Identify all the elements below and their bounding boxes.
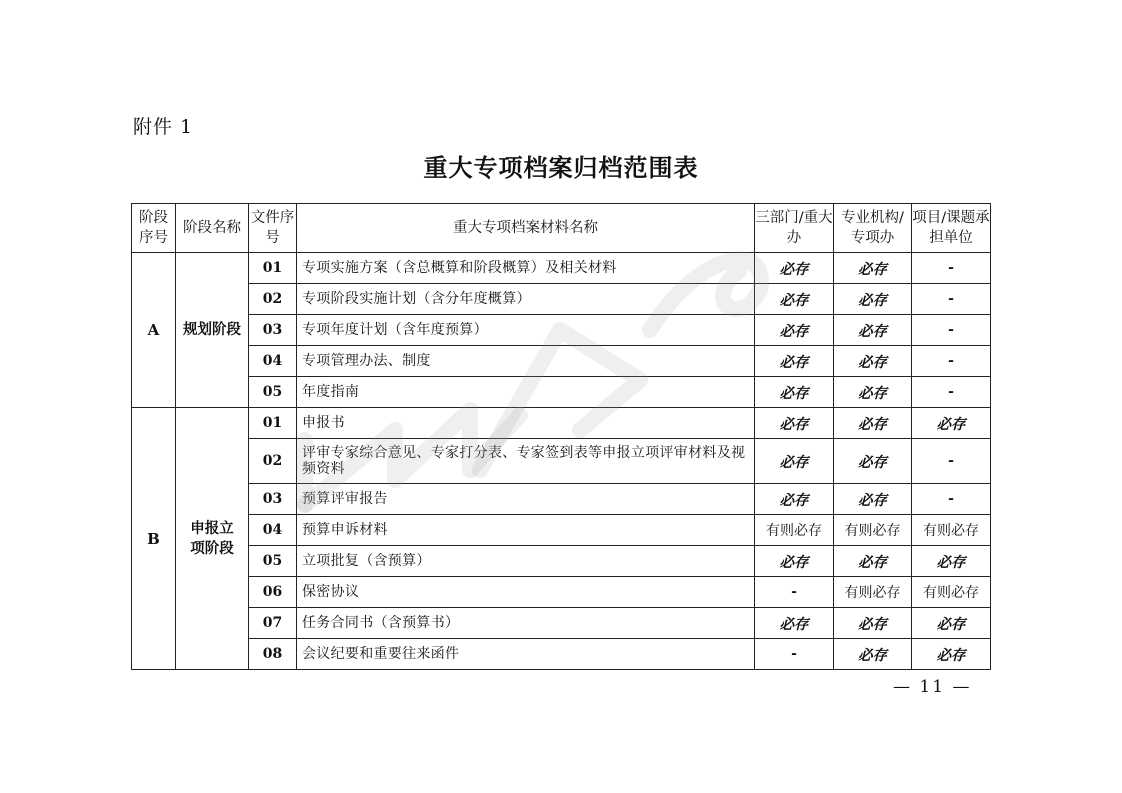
file-no: 03 (249, 315, 297, 346)
org-value: 必存 (834, 315, 912, 346)
org-value: 必存 (834, 346, 912, 377)
material-name: 专项年度计划（含年度预算） (297, 315, 755, 346)
unit-value: 必存 (912, 639, 991, 670)
stage-code: A (132, 253, 176, 408)
material-name: 年度指南 (297, 377, 755, 408)
stage-name-text: 申报立项阶段 (190, 519, 234, 557)
dept-value: 必存 (755, 253, 834, 284)
file-no: 06 (249, 577, 297, 608)
dept-value: 必存 (755, 408, 834, 439)
file-no: 05 (249, 546, 297, 577)
material-name: 保密协议 (297, 577, 755, 608)
file-no: 04 (249, 346, 297, 377)
unit-value: - (912, 253, 991, 284)
dept-value: 必存 (755, 439, 834, 484)
unit-value: - (912, 346, 991, 377)
unit-value: - (912, 377, 991, 408)
table-row (132, 346, 991, 377)
org-value: 必存 (834, 408, 912, 439)
unit-value: 必存 (912, 546, 991, 577)
table-row (132, 439, 991, 484)
file-no: 03 (249, 484, 297, 515)
dept-value: - (755, 639, 834, 670)
org-value: 必存 (834, 377, 912, 408)
table-row (132, 639, 991, 670)
header-dept: 三部门/重大办 (755, 204, 834, 253)
dept-value: 必存 (755, 608, 834, 639)
org-value: 必存 (834, 639, 912, 670)
table-row (132, 515, 991, 546)
org-value: 有则必存 (834, 577, 912, 608)
table-row (132, 546, 991, 577)
unit-value: 有则必存 (912, 515, 991, 546)
org-value: 必存 (834, 284, 912, 315)
table-row (132, 253, 991, 284)
table-row (132, 577, 991, 608)
org-value: 必存 (834, 546, 912, 577)
unit-value: - (912, 484, 991, 515)
dept-value: 必存 (755, 284, 834, 315)
org-value: 必存 (834, 484, 912, 515)
dept-value: 有则必存 (755, 515, 834, 546)
file-no: 01 (249, 253, 297, 284)
material-name: 预算申诉材料 (297, 515, 755, 546)
material-name: 申报书 (297, 408, 755, 439)
attachment-label: 附件 1 (133, 116, 194, 138)
org-value: 必存 (834, 608, 912, 639)
stage-name (176, 408, 249, 670)
dept-value: 必存 (755, 377, 834, 408)
header-row (132, 204, 991, 253)
header-material: 重大专项档案材料名称 (297, 204, 755, 253)
dept-value: 必存 (755, 546, 834, 577)
unit-value: - (912, 284, 991, 315)
file-no: 01 (249, 408, 297, 439)
unit-value: 必存 (912, 408, 991, 439)
page-title: 重大专项档案归档范围表 (423, 153, 699, 182)
archive-scope-table (131, 203, 991, 670)
file-no: 05 (249, 377, 297, 408)
unit-value: 必存 (912, 608, 991, 639)
dept-value: 必存 (755, 315, 834, 346)
dept-value: 必存 (755, 484, 834, 515)
header-file-no: 文件序号 (249, 204, 297, 253)
table-row (132, 608, 991, 639)
table-row (132, 284, 991, 315)
material-name: 任务合同书（含预算书） (297, 608, 755, 639)
unit-value: - (912, 439, 991, 484)
org-value: 有则必存 (834, 515, 912, 546)
material-name: 评审专家综合意见、专家打分表、专家签到表等申报立项评审材料及视频资料 (297, 439, 755, 484)
file-no: 04 (249, 515, 297, 546)
page-number: — 11 — (893, 677, 972, 697)
material-name: 专项阶段实施计划（含分年度概算） (297, 284, 755, 315)
dept-value: - (755, 577, 834, 608)
material-name: 专项管理办法、制度 (297, 346, 755, 377)
table-row (132, 377, 991, 408)
file-no: 07 (249, 608, 297, 639)
table-row (132, 315, 991, 346)
material-name: 专项实施方案（含总概算和阶段概算）及相关材料 (297, 253, 755, 284)
header-stage-no: 阶段序号 (132, 204, 176, 253)
file-no: 08 (249, 639, 297, 670)
material-name: 立项批复（含预算） (297, 546, 755, 577)
unit-value: 有则必存 (912, 577, 991, 608)
file-no: 02 (249, 284, 297, 315)
header-org: 专业机构/专项办 (834, 204, 912, 253)
material-name: 会议纪要和重要往来函件 (297, 639, 755, 670)
material-name: 预算评审报告 (297, 484, 755, 515)
header-stage-name: 阶段名称 (176, 204, 249, 253)
unit-value: - (912, 315, 991, 346)
dept-value: 必存 (755, 346, 834, 377)
table-row (132, 484, 991, 515)
header-unit: 项目/课题承担单位 (912, 204, 991, 253)
org-value: 必存 (834, 439, 912, 484)
stage-name: 规划阶段 (176, 253, 249, 408)
org-value: 必存 (834, 253, 912, 284)
file-no: 02 (249, 439, 297, 484)
table-row (132, 408, 991, 439)
stage-code: B (132, 408, 176, 670)
